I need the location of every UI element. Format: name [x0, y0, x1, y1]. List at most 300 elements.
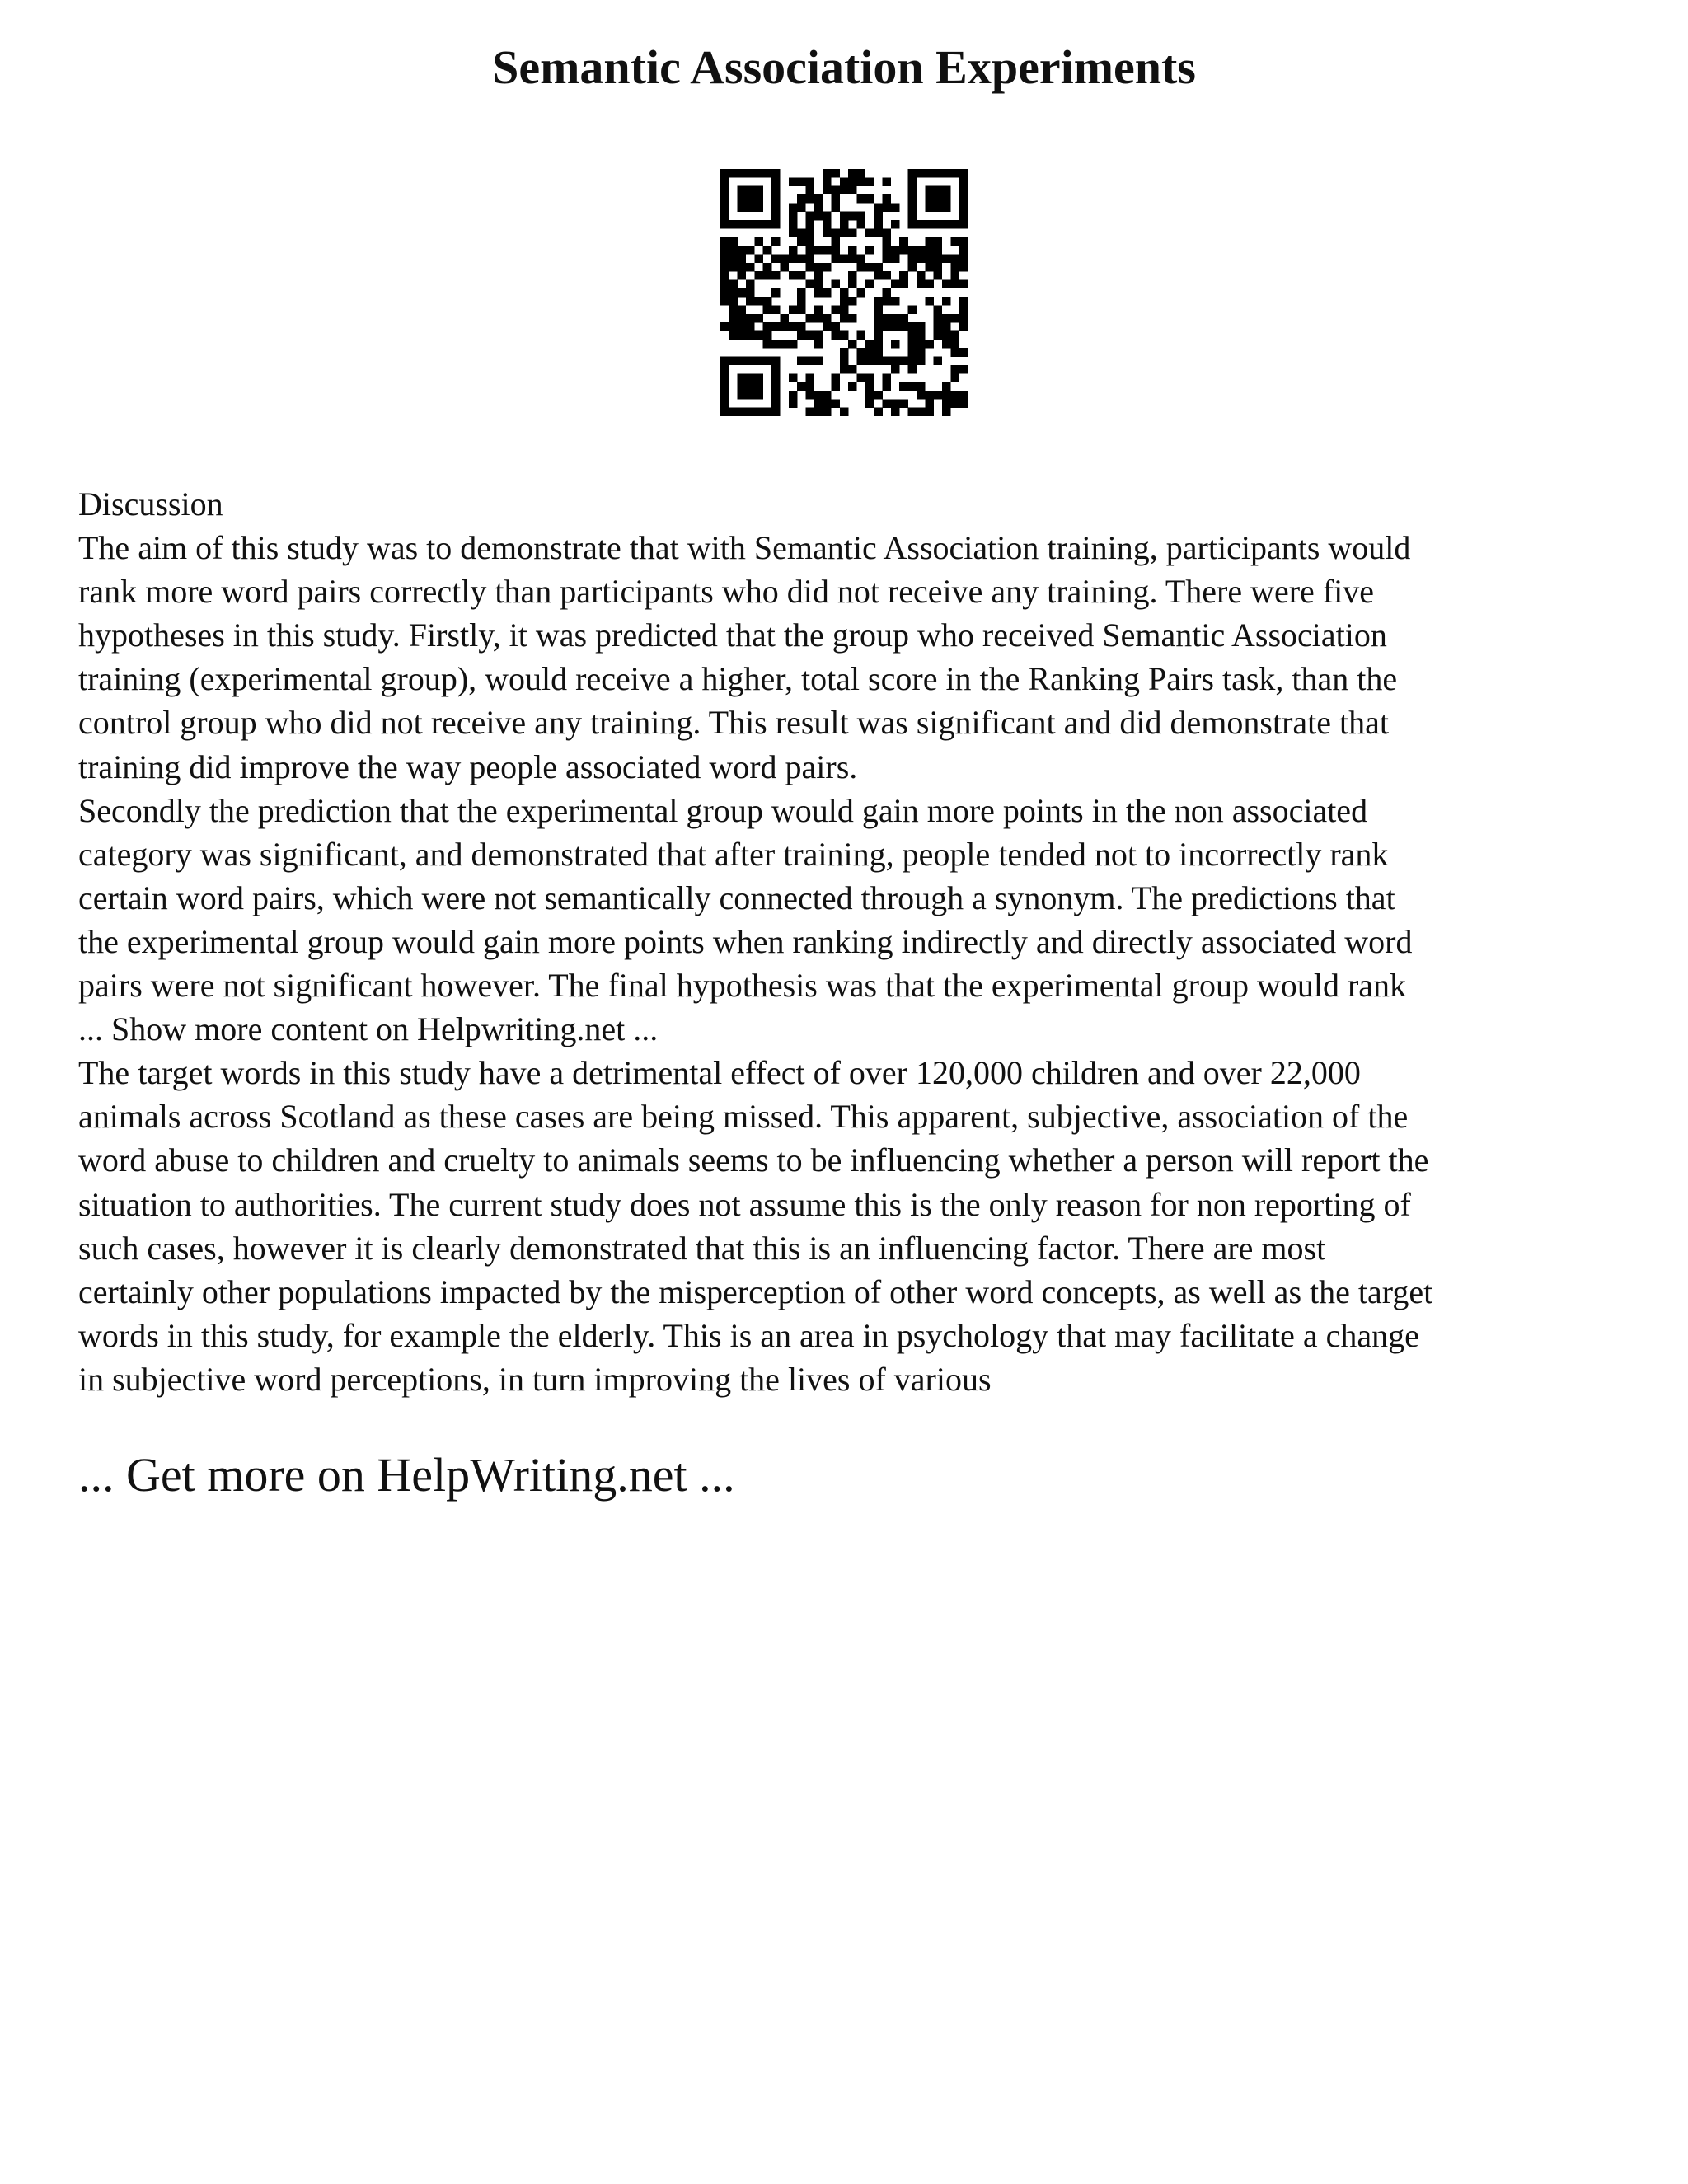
qr-module — [763, 357, 772, 366]
qr-module — [738, 203, 747, 212]
qr-module — [754, 297, 763, 306]
qr-module — [857, 254, 866, 263]
qr-module — [831, 382, 840, 391]
paragraph-line: The aim of this study was to demonstrate that with Semantic Association training, participants would — [78, 529, 1411, 567]
qr-module — [899, 246, 908, 255]
qr-module — [908, 357, 917, 366]
qr-module — [959, 212, 968, 221]
qr-module — [917, 408, 926, 416]
qr-module — [891, 279, 900, 288]
qr-module — [883, 357, 892, 366]
qr-module — [865, 228, 874, 237]
qr-module — [831, 228, 840, 237]
qr-module — [891, 254, 900, 263]
qr-module — [874, 348, 883, 357]
qr-module — [771, 203, 781, 212]
qr-module — [805, 331, 814, 340]
qr-module — [754, 408, 763, 416]
qr-module — [746, 314, 755, 323]
qr-module — [805, 212, 814, 221]
qr-module — [950, 254, 959, 263]
qr-module — [908, 408, 917, 416]
qr-module — [771, 365, 781, 374]
qr-module — [908, 382, 917, 391]
qr-module — [720, 169, 729, 178]
document-body — [78, 482, 1628, 1401]
qr-module — [720, 246, 729, 255]
qr-module — [840, 331, 849, 340]
qr-module — [771, 212, 781, 221]
qr-module — [874, 314, 883, 323]
qr-module — [814, 340, 823, 349]
qr-module — [908, 365, 917, 374]
qr-module — [857, 220, 866, 229]
qr-module — [840, 212, 849, 221]
qr-module — [942, 399, 951, 408]
qr-module — [738, 382, 747, 391]
qr-module — [763, 263, 772, 272]
qr-module — [831, 169, 840, 178]
qr-module — [908, 203, 917, 212]
qr-module — [865, 348, 874, 357]
qr-module — [883, 399, 892, 408]
qr-module — [754, 237, 763, 246]
qr-module — [814, 212, 823, 221]
qr-module — [763, 306, 772, 315]
qr-module — [840, 186, 849, 195]
qr-module — [763, 271, 772, 280]
paragraph-line: training did improve the way people associated word pairs. — [78, 748, 858, 785]
qr-module — [789, 271, 798, 280]
qr-module — [738, 331, 747, 340]
qr-module — [823, 399, 832, 408]
qr-module — [720, 279, 729, 288]
qr-module — [908, 306, 917, 315]
qr-module — [934, 357, 943, 366]
qr-module — [814, 331, 823, 340]
qr-module — [874, 297, 883, 306]
qr-module — [720, 263, 729, 272]
qr-module — [823, 314, 832, 323]
qr-module — [780, 263, 789, 272]
qr-module — [908, 169, 917, 178]
qr-module — [934, 314, 943, 323]
qr-module — [908, 263, 917, 272]
qr-module — [934, 203, 943, 212]
qr-module — [934, 186, 943, 195]
qr-module — [729, 254, 738, 263]
qr-module — [738, 194, 747, 204]
qr-module — [720, 322, 729, 331]
qr-module — [950, 314, 959, 323]
qr-module — [754, 271, 763, 280]
qr-module — [874, 391, 883, 400]
qr-module — [814, 194, 823, 204]
qr-module — [942, 203, 951, 212]
qr-module — [848, 254, 857, 263]
qr-module — [720, 203, 729, 212]
qr-module — [771, 220, 781, 229]
qr-module — [720, 408, 729, 416]
qr-module — [805, 382, 814, 391]
qr-module — [891, 314, 900, 323]
qr-module — [925, 340, 934, 349]
qr-module — [746, 194, 755, 204]
qr-module — [823, 288, 832, 298]
qr-module — [891, 340, 900, 349]
qr-module — [925, 263, 934, 272]
qr-module — [780, 322, 789, 331]
qr-module — [857, 288, 866, 298]
qr-module — [746, 331, 755, 340]
qr-module — [857, 169, 866, 178]
qr-module — [814, 391, 823, 400]
qr-module — [857, 263, 866, 272]
qr-module — [874, 271, 883, 280]
qr-module — [720, 212, 729, 221]
qr-module — [823, 169, 832, 178]
qr-module — [738, 288, 747, 298]
qr-module — [789, 220, 798, 229]
qr-module — [805, 177, 814, 186]
qr-module — [942, 297, 951, 306]
qr-module — [823, 228, 832, 237]
qr-module — [763, 408, 772, 416]
qr-module — [831, 194, 840, 204]
qr-module — [925, 408, 934, 416]
qr-module — [874, 212, 883, 221]
qr-module — [738, 246, 747, 255]
qr-module — [746, 220, 755, 229]
qr-module — [789, 340, 798, 349]
qr-module — [814, 357, 823, 366]
qr-module — [746, 373, 755, 382]
qr-module — [942, 254, 951, 263]
paragraph-line: situation to authorities. The current study does not assume this is the only reason for non reporting of — [78, 1185, 1411, 1223]
qr-module — [899, 322, 908, 331]
qr-module — [763, 331, 772, 340]
qr-module — [942, 382, 951, 391]
qr-module — [763, 340, 772, 349]
qr-module — [934, 246, 943, 255]
qr-module — [840, 228, 849, 237]
qr-module — [754, 391, 763, 400]
paragraph-line: animals across Scotland as these cases are being missed. This apparent, subjective, association of the — [78, 1098, 1409, 1136]
qr-module — [899, 237, 908, 246]
qr-module — [959, 263, 968, 272]
qr-module — [746, 382, 755, 391]
qr-module — [908, 212, 917, 221]
qr-module — [942, 331, 951, 340]
qr-module — [865, 382, 874, 391]
qr-module — [805, 263, 814, 272]
qr-module — [848, 246, 857, 255]
qr-module — [934, 331, 943, 340]
qr-module — [746, 263, 755, 272]
qr-module — [746, 357, 755, 366]
qr-module — [874, 306, 883, 315]
qr-module — [934, 169, 943, 178]
qr-module — [797, 322, 806, 331]
qr-module — [857, 373, 866, 382]
qr-module — [763, 322, 772, 331]
qr-module — [959, 322, 968, 331]
qr-module — [840, 408, 849, 416]
qr-module — [917, 279, 926, 288]
qr-module — [840, 306, 849, 315]
qr-module — [789, 373, 798, 382]
qr-module — [883, 322, 892, 331]
qr-module — [908, 340, 917, 349]
qr-module — [917, 220, 926, 229]
qr-module — [814, 203, 823, 212]
qr-module — [763, 220, 772, 229]
paragraph-line: hypotheses in this study. Firstly, it was predicted that the group who received Semantic Association — [78, 616, 1387, 654]
qr-module — [959, 220, 968, 229]
qr-module — [891, 246, 900, 255]
qr-module — [934, 271, 943, 280]
qr-module — [874, 408, 883, 416]
qr-module — [797, 288, 806, 298]
qr-module — [959, 246, 968, 255]
qr-module — [883, 228, 892, 237]
qr-module — [874, 228, 883, 237]
qr-module — [789, 399, 798, 408]
qr-module — [950, 340, 959, 349]
qr-module — [763, 297, 772, 306]
qr-module — [865, 340, 874, 349]
qr-module — [959, 254, 968, 263]
qr-module — [746, 288, 755, 298]
qr-module — [729, 246, 738, 255]
page-title: Semantic Association Experiments — [492, 40, 1196, 94]
qr-module — [942, 194, 951, 204]
qr-module — [763, 246, 772, 255]
qr-module — [848, 314, 857, 323]
paragraph-line: certain word pairs, which were not semantically connected through a synonym. The predictions that — [78, 879, 1395, 916]
qr-module — [771, 288, 781, 298]
qr-module — [814, 306, 823, 315]
qr-module — [883, 271, 892, 280]
qr-module — [891, 365, 900, 374]
qr-module — [874, 322, 883, 331]
qr-module — [908, 194, 917, 204]
qr-module — [814, 271, 823, 280]
qr-module — [925, 246, 934, 255]
qr-module — [950, 271, 959, 280]
qr-module — [814, 279, 823, 288]
qr-module — [797, 254, 806, 263]
qr-module — [891, 203, 900, 212]
paragraph-line: pairs were not significant however. The final hypothesis was that the experimental group would rank — [78, 967, 1407, 1005]
qr-module — [925, 237, 934, 246]
qr-module — [959, 399, 968, 408]
qr-module — [746, 169, 755, 178]
qr-module — [865, 177, 874, 186]
qr-module — [823, 186, 832, 195]
paragraph-line: Secondly the prediction that the experimental group would gain more points in the non associated — [78, 791, 1368, 829]
paragraph-line: in subjective word perceptions, in turn improving the lives of various — [78, 1360, 992, 1398]
qr-module — [789, 246, 798, 255]
qr-module — [797, 357, 806, 366]
qr-module — [814, 408, 823, 416]
qr-module — [729, 288, 738, 298]
qr-module — [925, 391, 934, 400]
qr-module — [934, 254, 943, 263]
qr-module — [840, 220, 849, 229]
qr-module — [738, 186, 747, 195]
qr-module — [865, 391, 874, 400]
qr-module — [942, 220, 951, 229]
qr-module — [917, 382, 926, 391]
qr-module — [908, 331, 917, 340]
qr-module — [720, 382, 729, 391]
qr-module — [942, 279, 951, 288]
qr-module — [789, 228, 798, 237]
paragraph-line: word abuse to children and cruelty to animals seems to be influencing whether a person will report the — [78, 1141, 1429, 1179]
qr-module — [934, 237, 943, 246]
qr-module — [729, 314, 738, 323]
qr-module — [823, 408, 832, 416]
qr-module — [848, 382, 857, 391]
qr-module — [891, 220, 900, 229]
qr-module — [840, 254, 849, 263]
qr-module — [959, 237, 968, 246]
qr-module — [840, 357, 849, 366]
qr-module — [857, 357, 866, 366]
qr-module — [950, 373, 959, 382]
qr-module — [720, 271, 729, 280]
qr-module — [729, 237, 738, 246]
qr-module — [746, 186, 755, 195]
qr-module — [805, 357, 814, 366]
qr-module — [917, 169, 926, 178]
qr-module — [883, 237, 892, 246]
qr-module — [891, 297, 900, 306]
qr-module — [823, 246, 832, 255]
qr-module — [738, 271, 747, 280]
qr-module — [831, 203, 840, 212]
qr-module — [720, 373, 729, 382]
qr-module — [797, 271, 806, 280]
qr-module — [805, 373, 814, 382]
qr-module — [797, 194, 806, 204]
qr-module — [738, 391, 747, 400]
qr-module — [917, 246, 926, 255]
qr-module — [805, 194, 814, 204]
qr-module — [959, 348, 968, 357]
qr-module — [805, 254, 814, 263]
qr-module — [959, 391, 968, 400]
qr-module — [848, 186, 857, 195]
qr-module — [857, 212, 866, 221]
qr-module — [771, 399, 781, 408]
qr-module — [883, 314, 892, 323]
qr-module — [831, 399, 840, 408]
qr-module — [908, 322, 917, 331]
qr-module — [738, 254, 747, 263]
qr-module — [720, 391, 729, 400]
qr-module — [950, 263, 959, 272]
qr-module — [754, 254, 763, 263]
qr-module — [891, 408, 900, 416]
qr-module — [729, 306, 738, 315]
qr-module — [883, 373, 892, 382]
qr-module — [865, 279, 874, 288]
qr-module — [934, 391, 943, 400]
qr-module — [771, 391, 781, 400]
qr-module — [908, 246, 917, 255]
qr-module — [746, 203, 755, 212]
qr-module — [729, 263, 738, 272]
qr-module — [805, 186, 814, 195]
qr-module — [823, 391, 832, 400]
qr-module — [805, 391, 814, 400]
qr-module — [942, 340, 951, 349]
qr-module — [840, 297, 849, 306]
qr-module — [805, 246, 814, 255]
qr-module — [754, 373, 763, 382]
qr-module — [754, 357, 763, 366]
qr-module — [797, 382, 806, 391]
qr-module — [848, 271, 857, 280]
qr-module — [797, 306, 806, 315]
qr-module — [805, 228, 814, 237]
qr-module — [874, 357, 883, 366]
qr-module — [754, 169, 763, 178]
qr-module — [848, 228, 857, 237]
qr-module — [729, 297, 738, 306]
qr-module — [925, 297, 934, 306]
qr-module — [738, 263, 747, 272]
qr-module — [814, 314, 823, 323]
qr-module — [797, 228, 806, 237]
qr-module — [917, 391, 926, 400]
qr-module — [823, 220, 832, 229]
qr-module — [771, 177, 781, 186]
qr-module — [720, 254, 729, 263]
qr-module — [899, 271, 908, 280]
qr-module — [925, 186, 934, 195]
qr-module — [942, 391, 951, 400]
qr-module — [763, 169, 772, 178]
qr-module — [805, 237, 814, 246]
qr-module — [831, 373, 840, 382]
qr-module — [771, 357, 781, 366]
qr-module — [746, 279, 755, 288]
qr-module — [917, 340, 926, 349]
qr-module — [959, 177, 968, 186]
qr-module — [959, 186, 968, 195]
paragraph-line: certainly other populations impacted by the misperception of other word concepts, as well as the target — [78, 1272, 1433, 1310]
qr-module — [720, 288, 729, 298]
qr-module — [883, 177, 892, 186]
qr-module — [857, 331, 866, 340]
paragraph-line: category was significant, and demonstrated that after training, people tended not to incorrectly rank — [78, 835, 1389, 873]
qr-module — [899, 314, 908, 323]
qr-module — [950, 220, 959, 229]
qr-module — [917, 322, 926, 331]
qr-module — [959, 365, 968, 374]
qr-module — [857, 194, 866, 204]
qr-module — [738, 220, 747, 229]
qr-module — [797, 297, 806, 306]
qr-module — [780, 340, 789, 349]
qr-module — [805, 408, 814, 416]
qr-module — [729, 357, 738, 366]
qr-module — [754, 186, 763, 195]
qr-module — [805, 220, 814, 229]
